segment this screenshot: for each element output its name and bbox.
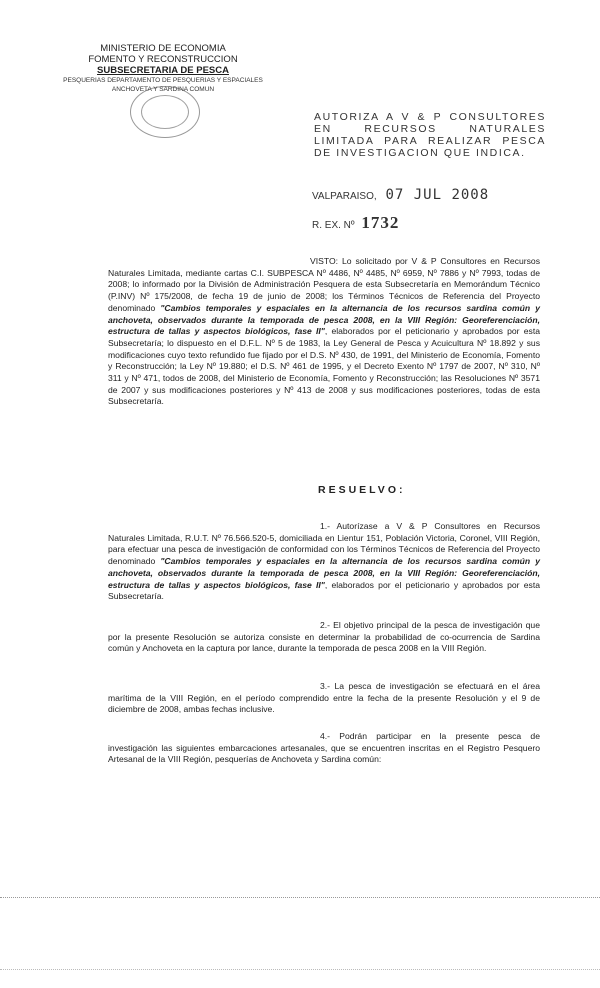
visto-intro: VISTO: Lo solicitado por V & P Consultores en Recursos Naturales Limitada, mediante cartas C.I. SUBPESCA Nº 4486, Nº 4485, Nº 6959, Nº 7886 y Nº 7993, todas de 2008; lo informado por la División de Administración Pesquera de esta Subsecretaría en Memorándum Técnico (P.INV) Nº 175/2008, de fecha 19 de junio de 2008; los Términos Técnicos de Referencia del Proyecto denominado (108, 256, 540, 313)
ministry-name-2: FOMENTO Y RECONSTRUCCION (88, 54, 238, 65)
resolution-value: 1732 (361, 213, 400, 232)
paragraph-3: 3.- La pesca de investigación se efectuará en el área marítima de la VIII Región, en el período comprendido entre la fecha de la presente Resolución y el 9 de diciembre de 2008, ambas fechas inclusive. (108, 681, 540, 715)
subsecretaria-name: SUBSECRETARIA DE PESCA (97, 65, 229, 76)
paragraph-1 (108, 521, 540, 603)
place-date (312, 187, 489, 203)
official-seal-icon (130, 86, 200, 138)
visto-rest: , elaborados por el peticionario y aprobados por esta Subsecretaría; lo dispuesto en el D.F.L. Nº 5 de 1983, la Ley General de Pesca y Acuicultura Nº 18.892 y sus modificaciones cuyo texto refundido fue fijado por el D.S. Nº 430, de 1991, del Ministerio de Economía, Fomento y Reconstrucción; la Ley Nº 19.880; el D.S. Nº 461 de 1995, y el Decreto Exento Nº 1797 de 2007, Nº 310, Nº 311 y Nº 471, todos de 2008, del Ministerio de Economía, Fomento y Reconstrucción; las Resoluciones Nº 3571 de 2007 y sus modificaciones posteriores y Nº 413 de 2008 y sus modificaciones posteriores, todas de esta Subsecretaría. (108, 326, 540, 407)
date-stamp: 07 JUL 2008 (385, 187, 490, 203)
visto-paragraph (108, 256, 540, 408)
p1-project-name: "Cambios temporales y espaciales en la alternancia de los recursos sardina común y anchoveta, observados durante la temporada de pesca 2008, en la VIII Región: Georeferenciación, estructura de tallas y aspectos biológicos, fase II" (108, 556, 540, 590)
paragraph-4: 4.- Podrán participar en la presente pesca de investigación las siguientes embarcaciones artesanales, que se encuentren inscritas en el Registro Pesquero Artesanal de la VIII Región, pesquerías de Anchoveta y Sardina común: (108, 731, 540, 765)
p1-rest: , elaborados por el peticionario y aprobados por esta Subsecretaría. (108, 579, 540, 602)
page-divider-2 (0, 969, 600, 971)
resolution-label: R. EX. Nº (312, 220, 355, 231)
document-title: AUTORIZA A V & P CONSULTORES EN RECURSOS NATURALES LIMITADA PARA REALIZAR PESCA DE INVESTIGACION QUE INDICA. (314, 111, 546, 159)
resuelvo-heading: RESUELVO: (318, 484, 406, 496)
page-divider (0, 897, 600, 899)
visto-project-name: "Cambios temporales y espaciales en la alternancia de los recursos sardina común y anchoveta, observados durante la temporada de pesca 2008, en la VIII Región: Georeferenciación, estructura de tallas y aspectos biológicos, fase II" (108, 302, 540, 337)
city: VALPARAISO, (312, 191, 377, 202)
resolution-number (312, 213, 399, 233)
ministry-name: MINISTERIO DE ECONOMIA (100, 43, 226, 54)
p1-intro: 1.- Autorízase a V & P Consultores en Recursos Naturales Limitada, R.U.T. Nº 76.566.520-5, domiciliada en Lientur 151, Población Victoria, Coronel, VIII Región, para efectuar una pesca de investigación de conformidad con los Términos Técnicos de Referencia del Proyecto denominado (108, 521, 540, 567)
department-name: PESQUERIAS DEPARTAMENTO DE PESQUERIAS Y ESPACIALES (63, 77, 263, 84)
department-name-2: ANCHOVETA Y SARDINA COMUN (111, 86, 215, 93)
paragraph-2: 2.- El objetivo principal de la pesca de investigación que por la presente Resolución se autoriza consiste en determinar la probabilidad de co-ocurrencia de Sardina común y Anchoveta en la captura por lance, durante la temporada de pesca 2008 en la VIII Región. (108, 620, 540, 654)
